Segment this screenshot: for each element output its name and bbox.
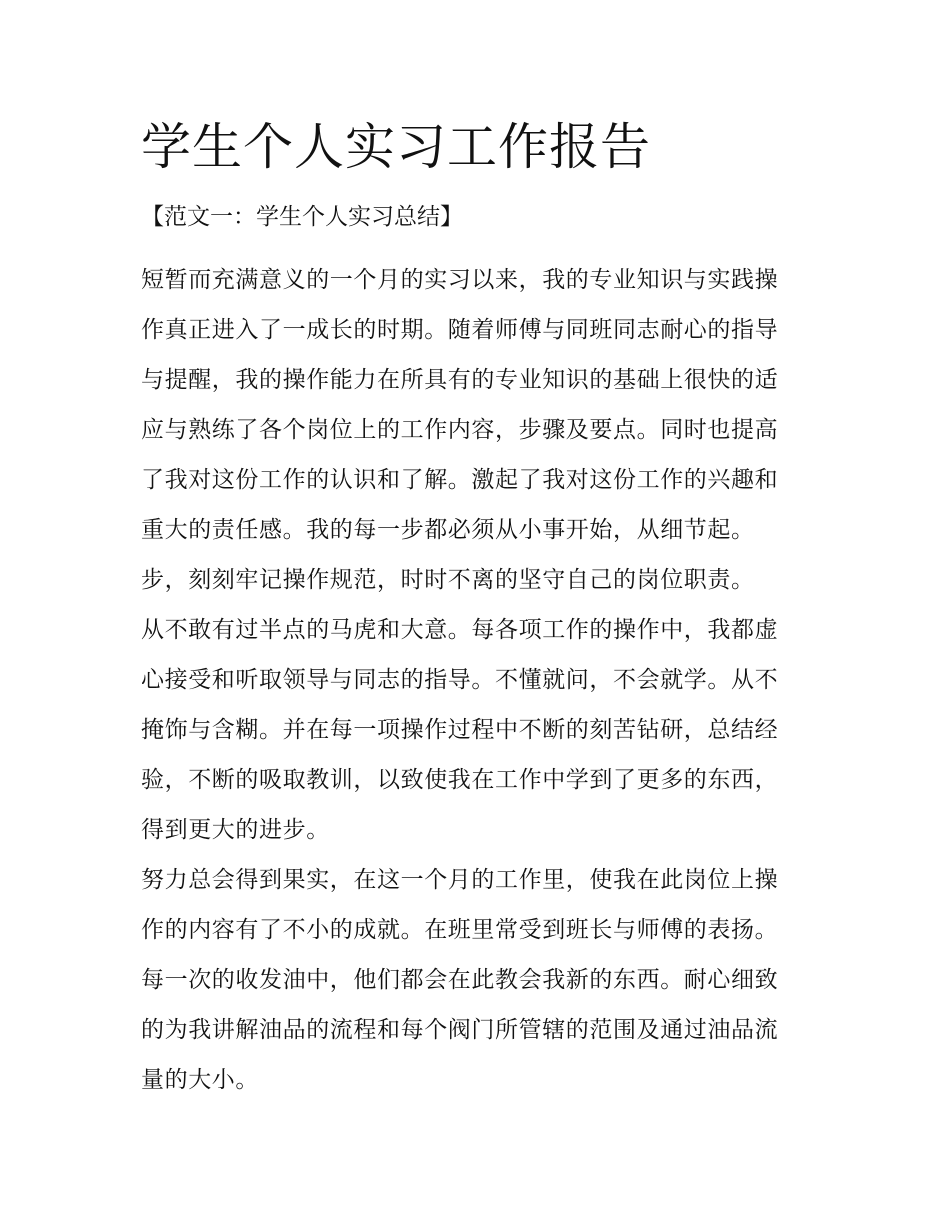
body-line: 了我对这份工作的认识和了解。激起了我对这份工作的兴趣和 [141,467,779,493]
document-title: 学生个人实习工作报告 [141,118,651,176]
body-line: 努力总会得到果实，在这一个月的工作里，使我在此岗位上操 [141,867,779,893]
body-line: 与提醒，我的操作能力在所具有的专业知识的基础上很快的适 [141,367,779,393]
body-line: 每一次的收发油中，他们都会在此教会我新的东西。耐心细致 [141,967,779,993]
body-line: 从不敢有过半点的马虎和大意。每各项工作的操作中，我都虚 [141,617,779,643]
body-line: 作真正进入了一成长的时期。随着师傅与同班同志耐心的指导 [141,317,779,343]
body-line: 的为我讲解油品的流程和每个阀门所管辖的范围及通过油品流 [141,1017,779,1043]
body-line: 短暂而充满意义的一个月的实习以来，我的专业知识与实践操 [141,267,779,293]
document-page [141,112,821,1105]
body-line: 量的大小。 [141,1067,259,1093]
body-line: 作的内容有了不小的成就。在班里常受到班长与师傅的表扬。 [141,917,779,943]
body-line: 得到更大的进步。 [141,817,330,843]
body-line: 心接受和听取领导与同志的指导。不懂就问，不会就学。从不 [141,667,779,693]
body-line: 重大的责任感。我的每一步都必须从小事开始，从细节起。 [141,517,755,543]
body-line: 掩饰与含糊。并在每一项操作过程中不断的刻苦钻研，总结经 [141,717,779,743]
body-line: 步，刻刻牢记操作规范，时时不离的坚守自己的岗位职责。 [141,567,755,593]
body-line: 应与熟练了各个岗位上的工作内容，步骤及要点。同时也提高 [141,417,779,443]
body-line: 验，不断的吸取教训，以致使我在工作中学到了更多的东西， [141,767,779,793]
document-subtitle: 【范文一：学生个人实习总结】 [141,204,463,230]
document-body [141,255,821,1105]
